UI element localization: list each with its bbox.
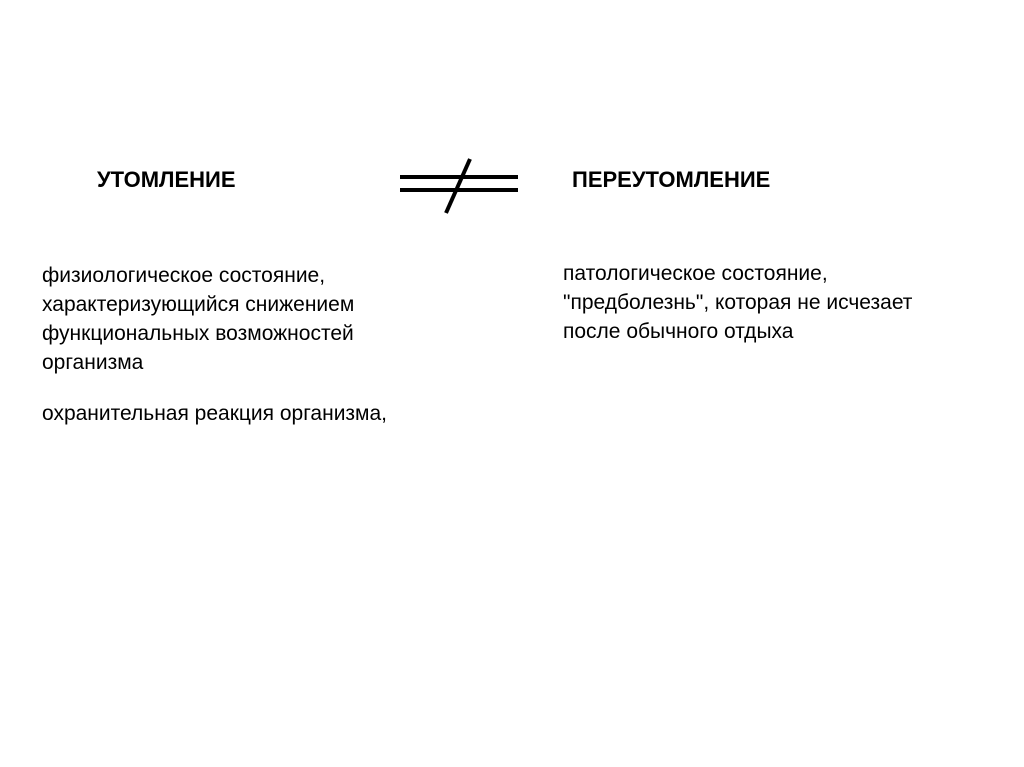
fatigue-definition-line: организма [42,351,144,374]
overfatigue-heading: ПЕРЕУТОМЛЕНИЕ [572,167,771,192]
not-equal-icon [396,157,522,215]
fatigue-definition [42,261,354,377]
overfatigue-definition-line: "предболезнь", которая не исчезает [563,291,913,314]
overfatigue-definition [563,259,912,346]
fatigue-heading: УТОМЛЕНИЕ [97,167,236,192]
fatigue-reaction [42,399,387,428]
fatigue-definition-line: функциональных возможностей [42,322,354,345]
fatigue-reaction-line: охранительная реакция организма, [42,402,388,425]
fatigue-definition-line: характеризующийся снижением [42,293,355,316]
fatigue-definition-line: физиологическое состояние, [42,264,326,287]
overfatigue-definition-line: после обычного отдыха [563,320,794,343]
overfatigue-definition-line: патологическое состояние, [563,262,828,285]
